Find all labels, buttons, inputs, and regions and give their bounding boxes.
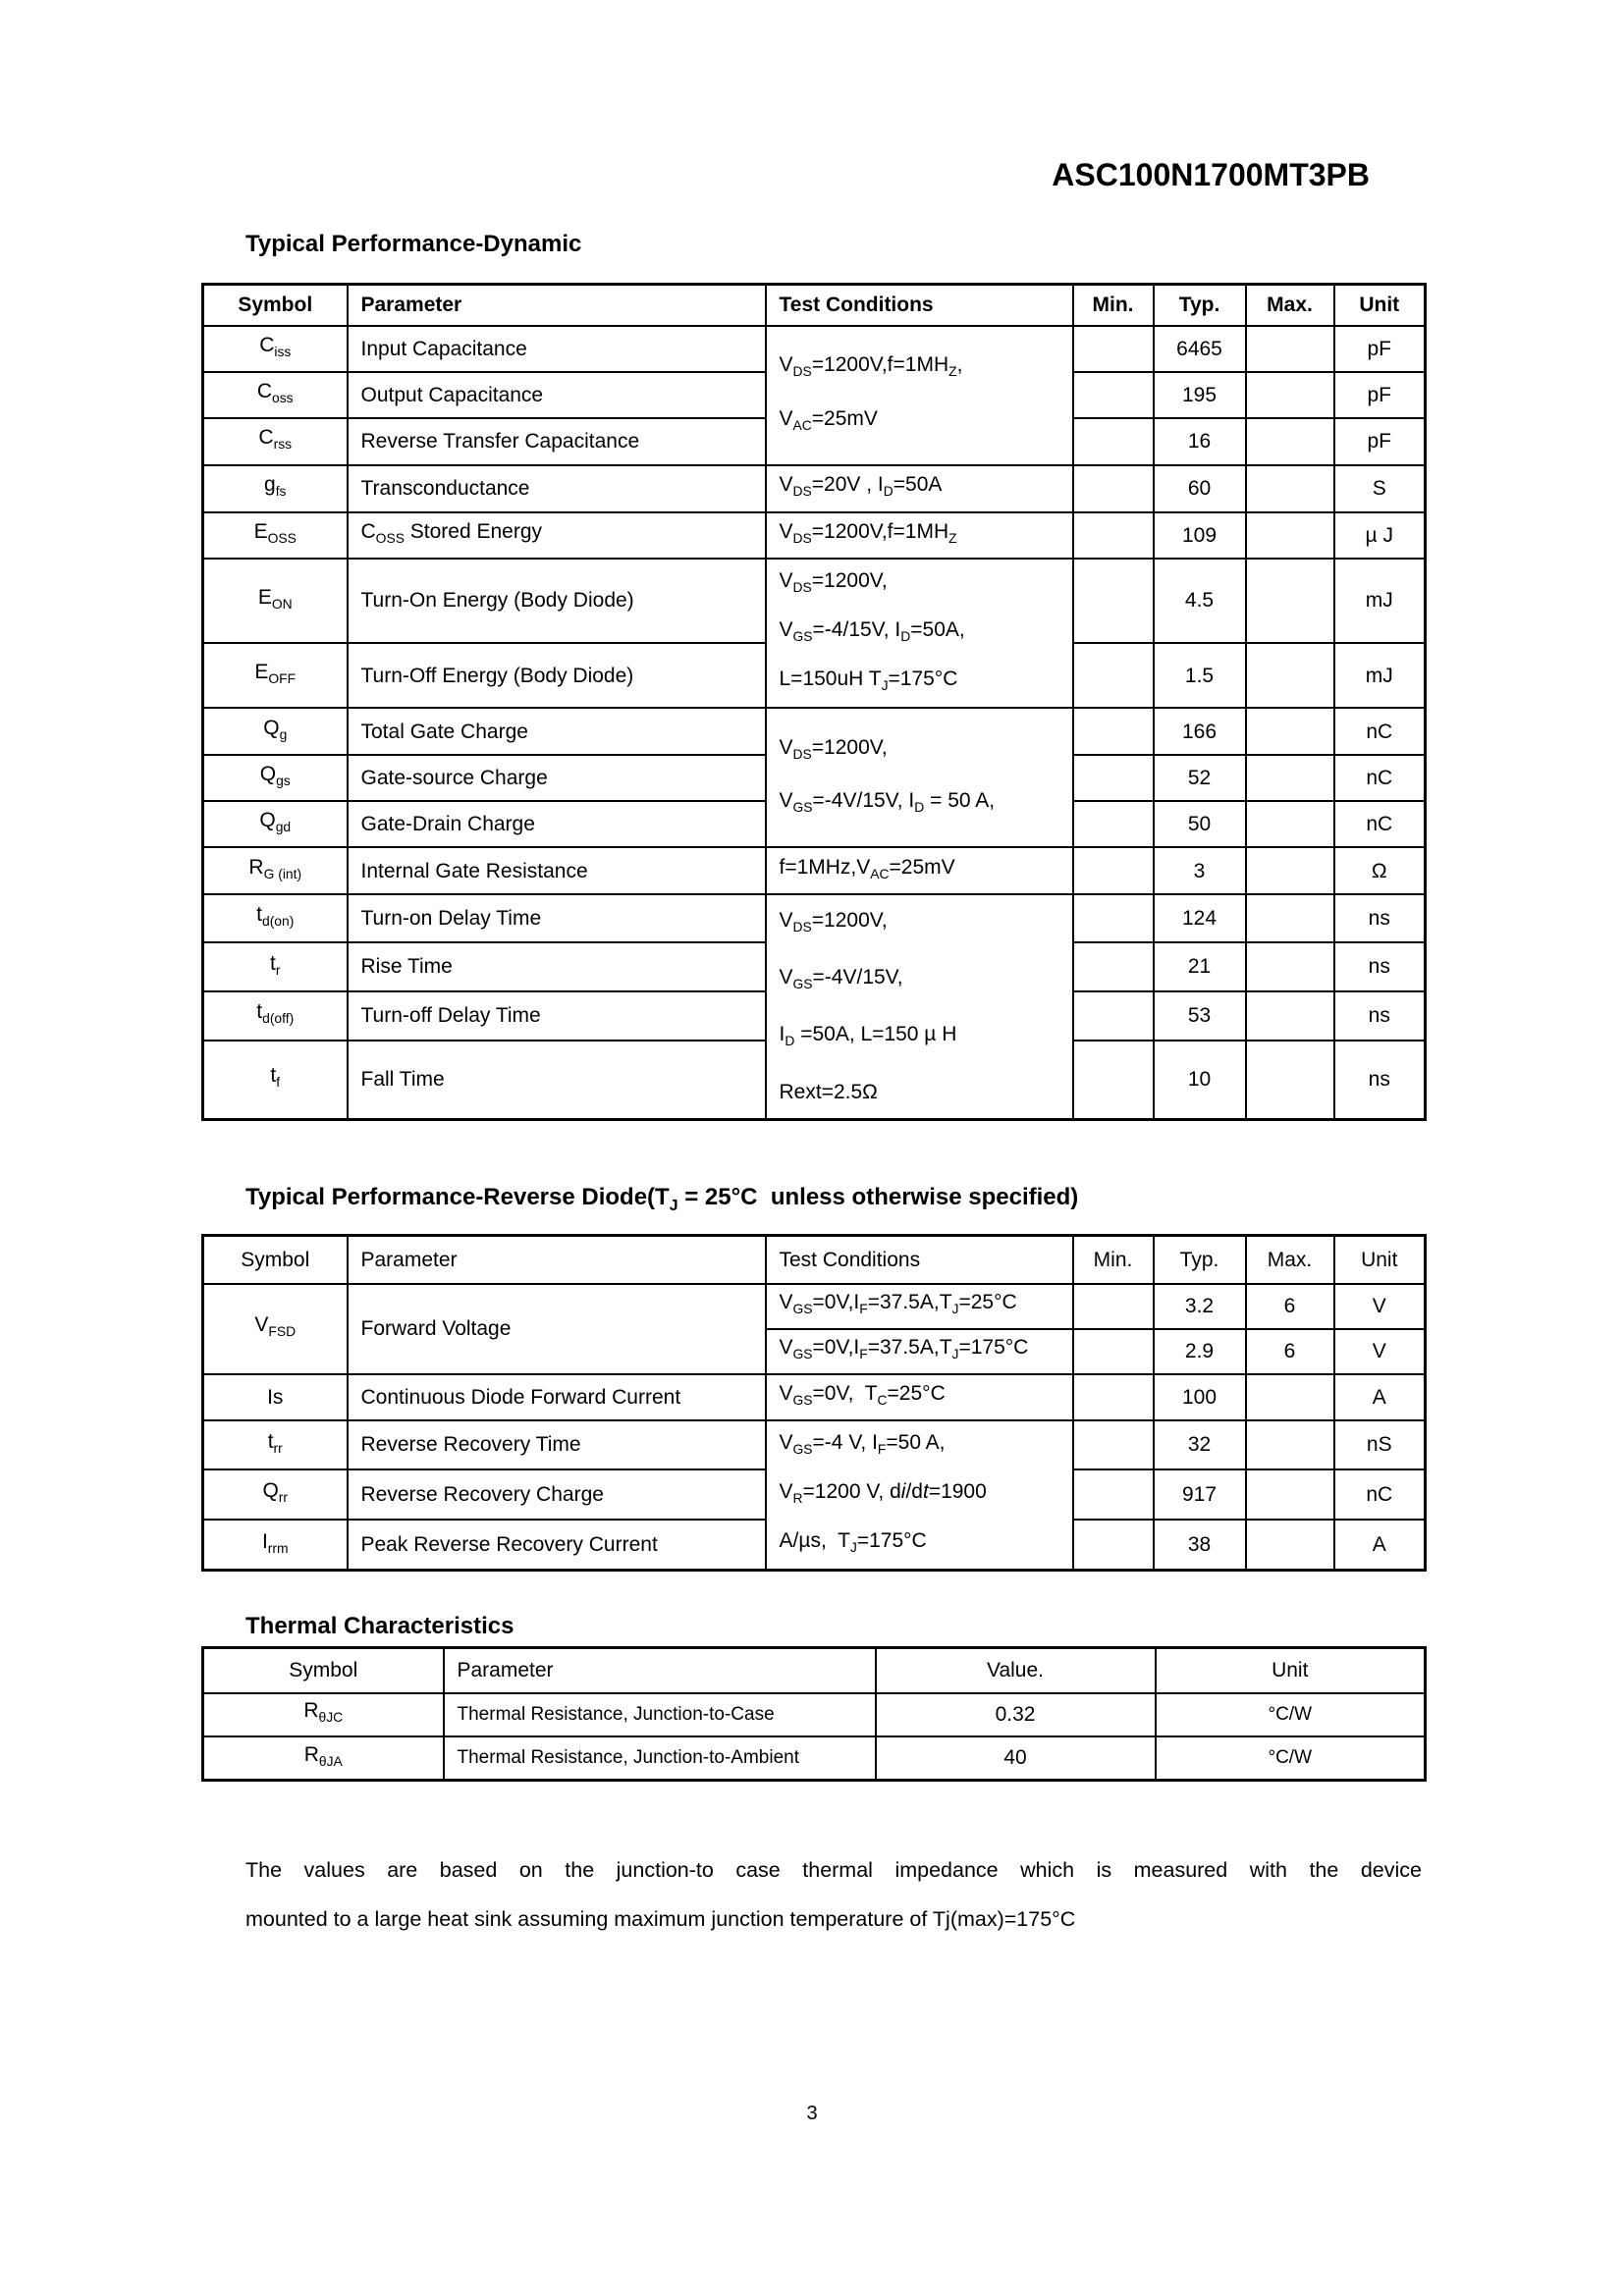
table-header-row [203, 1648, 1426, 1693]
table-cell [1073, 326, 1154, 372]
column-header: Max. [1246, 1236, 1334, 1284]
table-cell: Gate-source Charge [348, 755, 766, 801]
table-cell: ns [1334, 1041, 1426, 1120]
table-cell: nC [1334, 1469, 1426, 1520]
table-cell [1073, 1329, 1154, 1374]
table-cell: Internal Gate Resistance [348, 847, 766, 894]
table-cell [1246, 1420, 1334, 1469]
table-cell: 124 [1154, 894, 1246, 942]
table-cell [1073, 465, 1154, 512]
table-cell [1246, 372, 1334, 418]
column-header: Symbol [203, 1648, 444, 1693]
table-cell: 16 [1154, 418, 1246, 465]
table-cell [1246, 1469, 1334, 1520]
table-cell [1073, 894, 1154, 942]
table-cell: $V_{GS}=0V$, $T_C=25^\circ C$ [766, 1374, 1073, 1420]
table-cell: $g_{fs}$ [203, 465, 348, 512]
table-row [203, 1736, 1426, 1781]
table-row [203, 894, 1426, 942]
table-cell: Is [203, 1374, 348, 1420]
table-row [203, 465, 1426, 512]
table-cell: $Q_{gd}$ [203, 801, 348, 847]
column-header: Parameter [348, 1236, 766, 1284]
table-cell: $C_{oss}$ [203, 372, 348, 418]
doc-title: ASC100N1700MT3PB [1052, 157, 1370, 192]
table-cell: nC [1334, 708, 1426, 755]
table-cell: 2.9 [1154, 1329, 1246, 1374]
table-cell [1073, 755, 1154, 801]
table-cell [1073, 643, 1154, 708]
table-cell: 3 [1154, 847, 1246, 894]
table-cell: 21 [1154, 942, 1246, 991]
table-cell: $R_{\theta JC}$ [203, 1693, 444, 1736]
table-cell: $E_{OFF}$ [203, 643, 348, 708]
table-row [203, 708, 1426, 755]
table-cell: V [1334, 1284, 1426, 1329]
table-cell [1073, 1041, 1154, 1120]
table-cell [1073, 801, 1154, 847]
table-cell [1073, 991, 1154, 1041]
column-header: Unit [1334, 1236, 1426, 1284]
column-header: Symbol [203, 285, 348, 326]
table-cell: Transconductance [348, 465, 766, 512]
table-row [203, 847, 1426, 894]
table-cell: Turn-Off Energy (Body Diode) [348, 643, 766, 708]
table-cell: $V_{DS}=20V$ , $I_D=50A$ [766, 465, 1073, 512]
table-cell: A [1334, 1520, 1426, 1570]
table-cell: 40 [876, 1736, 1156, 1781]
table-cell: 4.5 [1154, 559, 1246, 644]
table-cell: $f=1MHz,V_{AC}=25mV$ [766, 847, 1073, 894]
table-cell [1246, 894, 1334, 942]
column-header: Max. [1246, 285, 1334, 326]
table-cell: Fall Time [348, 1041, 766, 1120]
table-cell: $t_r$ [203, 942, 348, 991]
table-row [203, 1693, 1426, 1736]
table-cell: 32 [1154, 1420, 1246, 1469]
table-cell: 50 [1154, 801, 1246, 847]
dynamic-performance-table [201, 283, 1427, 1121]
table-cell [1246, 559, 1334, 644]
table-cell: 100 [1154, 1374, 1246, 1420]
column-header: Test Conditions [766, 285, 1073, 326]
table-row [203, 1374, 1426, 1420]
table-cell: °C/W [1156, 1693, 1426, 1736]
table-cell: 917 [1154, 1469, 1246, 1520]
column-header: Value. [876, 1648, 1156, 1693]
table-cell [1073, 1469, 1154, 1520]
table-cell: Turn-on Delay Time [348, 894, 766, 942]
table-cell [1246, 1520, 1334, 1570]
table-cell: ns [1334, 942, 1426, 991]
table-cell: 195 [1154, 372, 1246, 418]
table-cell: $R_{G (int)}$ [203, 847, 348, 894]
table-cell [1246, 991, 1334, 1041]
section-heading-dynamic: Typical Performance-Dynamic [245, 231, 582, 257]
table-cell: 109 [1154, 512, 1246, 559]
table-cell: $V_{FSD}$ [203, 1284, 348, 1374]
table-cell: $Q_{gs}$ [203, 755, 348, 801]
column-header: Min. [1073, 285, 1154, 326]
table-cell: Total Gate Charge [348, 708, 766, 755]
table-cell: Thermal Resistance, Junction-to-Ambient [444, 1736, 876, 1781]
table-row [203, 326, 1426, 372]
column-header: Test Conditions [766, 1236, 1073, 1284]
table-cell [1246, 643, 1334, 708]
table-cell [1073, 942, 1154, 991]
table-cell: 6465 [1154, 326, 1246, 372]
table-cell: Gate-Drain Charge [348, 801, 766, 847]
table-cell: °C/W [1156, 1736, 1426, 1781]
table-cell [1073, 1520, 1154, 1570]
table-cell [1073, 372, 1154, 418]
table-cell: nC [1334, 801, 1426, 847]
table-cell: mJ [1334, 559, 1426, 644]
table-cell: Ω [1334, 847, 1426, 894]
table-cell: $R_{\theta JA}$ [203, 1736, 444, 1781]
table-cell [1073, 559, 1154, 644]
table-cell: µ J [1334, 512, 1426, 559]
column-header: Unit [1156, 1648, 1426, 1693]
table-cell: pF [1334, 326, 1426, 372]
table-header-row [203, 285, 1426, 326]
table-cell: Continuous Diode Forward Current [348, 1374, 766, 1420]
table-cell: $Q_{rr}$ [203, 1469, 348, 1520]
table-row [203, 559, 1426, 644]
table-cell [1246, 708, 1334, 755]
table-cell [1246, 801, 1334, 847]
table-cell: $V_{DS}=1200V$, $V_{GS}=-4/15V$, $I_D=50A$, L=150uH $T_J=175^\circ C$ [766, 559, 1073, 709]
table-cell [1073, 512, 1154, 559]
table-cell [1073, 708, 1154, 755]
column-header: Parameter [444, 1648, 876, 1693]
thermal-table [201, 1646, 1427, 1782]
table-cell: 60 [1154, 465, 1246, 512]
column-header: Typ. [1154, 285, 1246, 326]
table-cell: Rise Time [348, 942, 766, 991]
table-cell: V [1334, 1329, 1426, 1374]
table-cell [1073, 1284, 1154, 1329]
table-row [203, 1420, 1426, 1469]
table-cell [1246, 755, 1334, 801]
table-cell: $V_{DS}=1200V,f=1MH_Z$ [766, 512, 1073, 559]
note-line-2: mounted to a large heat sink assuming maximum junction temperature of Tj(max)=175°C [245, 1907, 1076, 1931]
reverse-diode-table [201, 1234, 1427, 1572]
table-cell: Thermal Resistance, Junction-to-Case [444, 1693, 876, 1736]
table-cell: ns [1334, 991, 1426, 1041]
table-cell: $E_{OSS}$ [203, 512, 348, 559]
table-cell: 0.32 [876, 1693, 1156, 1736]
table-cell: 1.5 [1154, 643, 1246, 708]
table-cell [1073, 847, 1154, 894]
note-paragraph [245, 1845, 1422, 1944]
table-cell: 53 [1154, 991, 1246, 1041]
table-cell: $I_{rrm}$ [203, 1520, 348, 1570]
table-cell [1246, 1041, 1334, 1120]
table-cell: 6 [1246, 1329, 1334, 1374]
table-cell: Peak Reverse Recovery Current [348, 1520, 766, 1570]
table-cell: pF [1334, 372, 1426, 418]
table-cell [1246, 326, 1334, 372]
table-cell: nS [1334, 1420, 1426, 1469]
column-header: Unit [1334, 285, 1426, 326]
table-cell: nC [1334, 755, 1426, 801]
table-cell [1246, 512, 1334, 559]
section-heading-thermal: Thermal Characteristics [245, 1613, 514, 1639]
table-cell: Input Capacitance [348, 326, 766, 372]
table-cell: Forward Voltage [348, 1284, 766, 1374]
table-cell [1073, 418, 1154, 465]
table-cell: Reverse Recovery Charge [348, 1469, 766, 1520]
column-header: Min. [1073, 1236, 1154, 1284]
page-number: 3 [806, 2103, 818, 2124]
table-cell: Reverse Recovery Time [348, 1420, 766, 1469]
table-cell: $E_{ON}$ [203, 559, 348, 644]
table-cell: ns [1334, 894, 1426, 942]
table-cell: 3.2 [1154, 1284, 1246, 1329]
table-cell: $C_{OSS}$ Stored Energy [348, 512, 766, 559]
table-cell: $V_{GS}=0V,I_F=37.5A,T_J=175^\circ C$ [766, 1329, 1073, 1374]
table-cell [1073, 1374, 1154, 1420]
table-cell: 38 [1154, 1520, 1246, 1570]
table-cell: $t_{d(on)}$ [203, 894, 348, 942]
table-cell: $t_{d(off)}$ [203, 991, 348, 1041]
table-cell: $C_{iss}$ [203, 326, 348, 372]
table-cell: $Q_g$ [203, 708, 348, 755]
table-cell: Reverse Transfer Capacitance [348, 418, 766, 465]
table-cell: $V_{DS}=1200V,f=1MH_Z$, $V_{AC}=25mV$ [766, 326, 1073, 465]
column-header: Parameter [348, 285, 766, 326]
table-cell: Turn-On Energy (Body Diode) [348, 559, 766, 644]
table-row [203, 1284, 1426, 1329]
table-header-row [203, 1236, 1426, 1284]
table-cell: $V_{GS}=-4$ V, $I_F=50$ A, $V_R=1200$ V, di/dt=1900 A/µs, $T_J=175^\circ C$ [766, 1420, 1073, 1571]
note-line-1: The values are based on the junction-to case thermal impedance which is measured with the device [245, 1858, 1422, 1882]
table-cell [1246, 1374, 1334, 1420]
table-row [203, 512, 1426, 559]
table-cell [1246, 942, 1334, 991]
table-cell: S [1334, 465, 1426, 512]
table-cell: $V_{DS}=1200V$, $V_{GS}=-4V/15V$, $I_D = 50$ A, [766, 708, 1073, 847]
table-cell [1073, 1420, 1154, 1469]
table-cell [1246, 465, 1334, 512]
table-cell: 52 [1154, 755, 1246, 801]
table-cell: pF [1334, 418, 1426, 465]
table-cell: $C_{rss}$ [203, 418, 348, 465]
table-cell: $V_{DS}=1200V$, $V_{GS}=-4V/15V$, $I_D =50A$, L=150 µ H Rext=2.5Ω [766, 894, 1073, 1119]
column-header: Typ. [1154, 1236, 1246, 1284]
table-cell: 166 [1154, 708, 1246, 755]
table-cell: $V_{GS}=0V,I_F=37.5A,T_J=25^\circ C$ [766, 1284, 1073, 1329]
table-cell: 6 [1246, 1284, 1334, 1329]
table-cell: $t_f$ [203, 1041, 348, 1120]
table-cell: A [1334, 1374, 1426, 1420]
table-cell: 10 [1154, 1041, 1246, 1120]
table-cell: $t_{rr}$ [203, 1420, 348, 1469]
section-heading-reverse-diode: Typical Performance-Reverse $Diode(T_J = 25^\circ C$ unless otherwise specified) [245, 1184, 1079, 1214]
table-cell: Output Capacitance [348, 372, 766, 418]
table-cell: mJ [1334, 643, 1426, 708]
table-cell: Turn-off Delay Time [348, 991, 766, 1041]
column-header: Symbol [203, 1236, 348, 1284]
table-cell [1246, 847, 1334, 894]
table-cell [1246, 418, 1334, 465]
